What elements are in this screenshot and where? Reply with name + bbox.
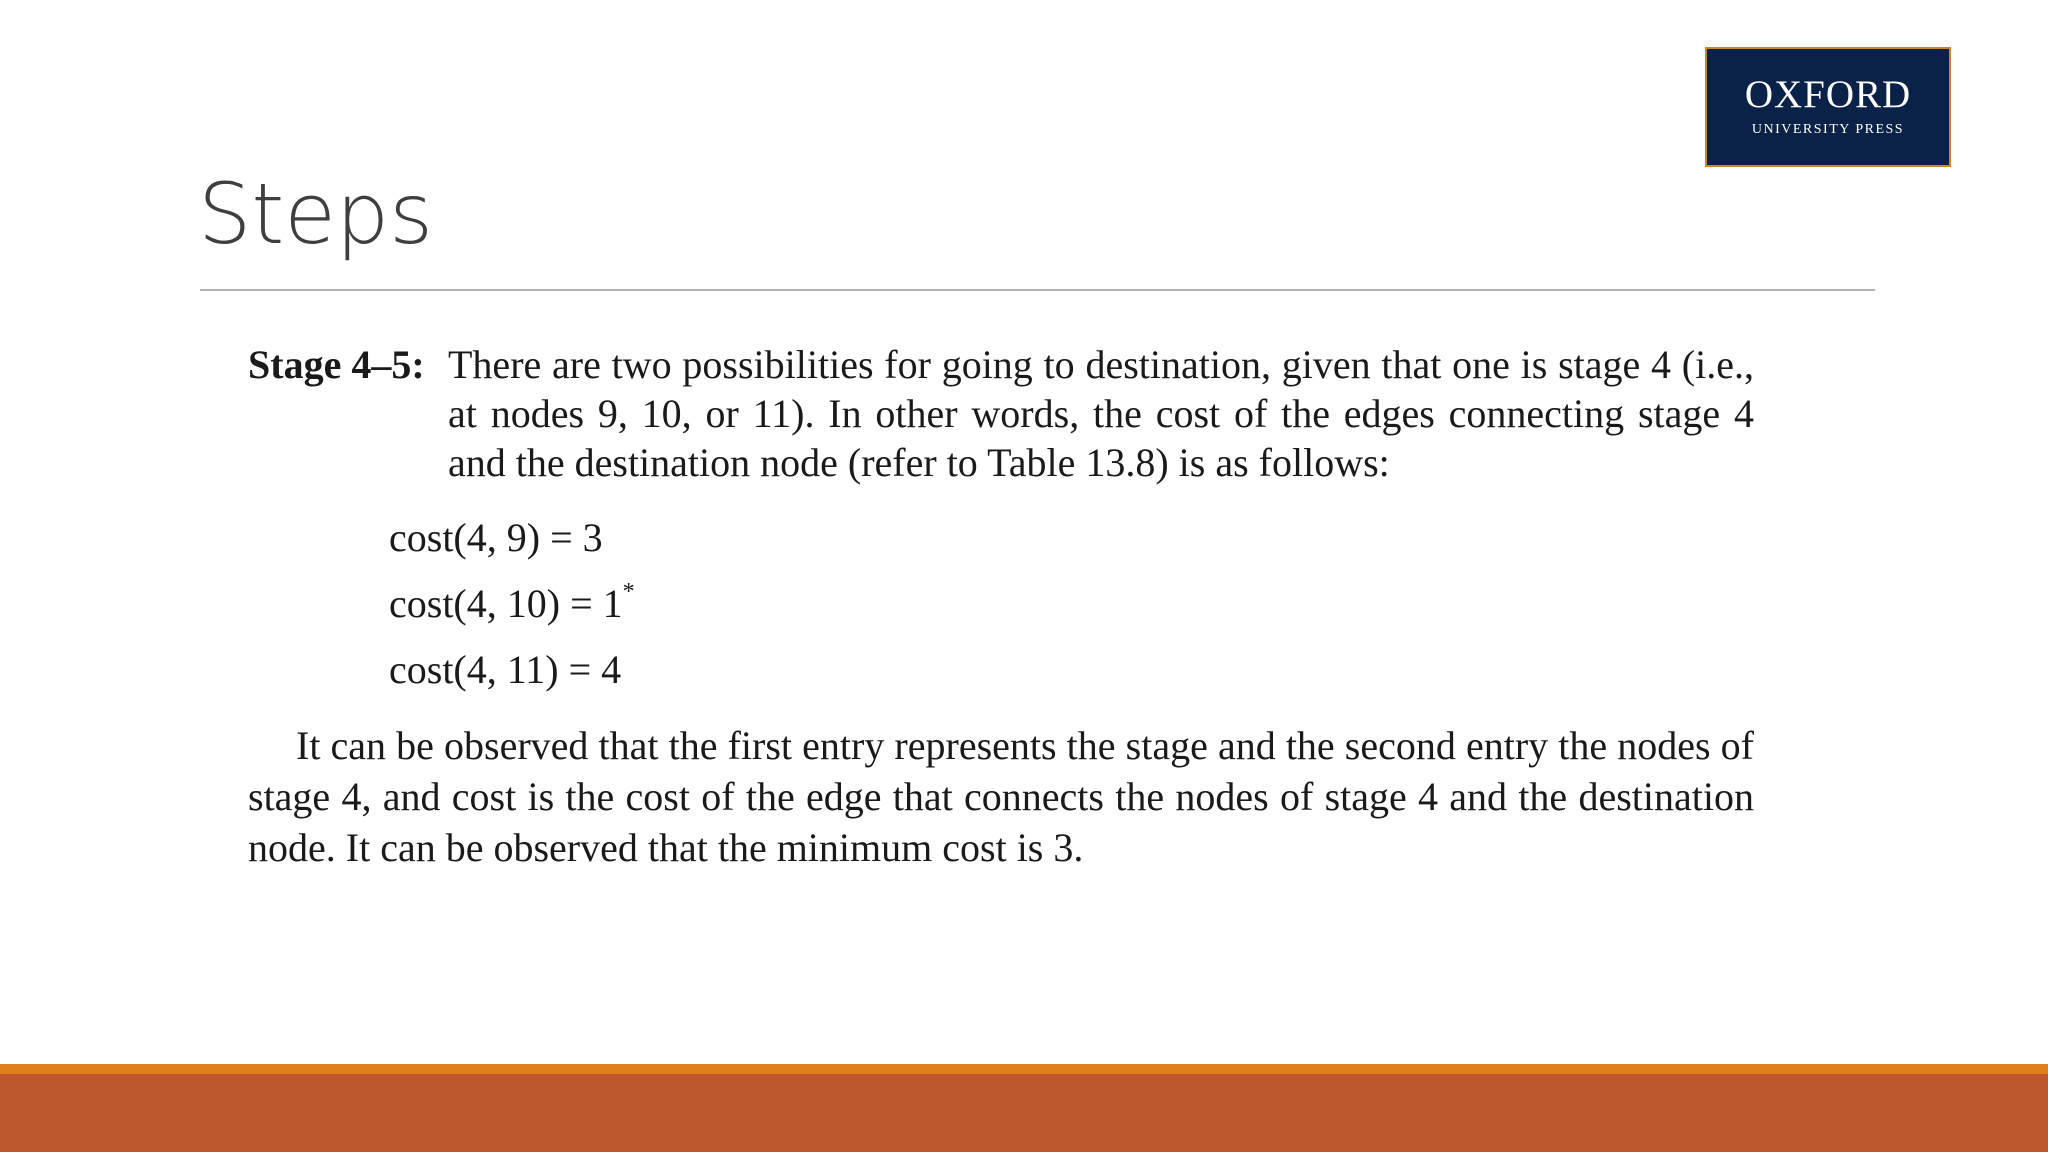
footer-band (0, 1074, 2048, 1152)
paragraph-line: stage 4, and cost is the cost of the edge that connects the nodes of stage 4 and the destination (248, 774, 1754, 819)
logo-wordmark: OXFORD (1744, 73, 1912, 116)
explanation-paragraph (248, 720, 1754, 873)
stage-description (448, 340, 1754, 487)
cost-equation-text: cost(4, 9) = 3 (389, 515, 603, 560)
stage-description-line: at nodes 9, 10, or 11). In other words, the cost of the edges connecting stage 4 (448, 391, 1754, 436)
minimum-marker: * (622, 579, 635, 605)
cost-equation-text: cost(4, 11) = 4 (389, 647, 622, 692)
slide-title: Steps (198, 165, 434, 263)
stage-description-line: and the destination node (refer to Table 13.8) is as follows: (448, 440, 1390, 485)
cost-equation (389, 579, 635, 626)
cost-equation-text: cost(4, 10) = 1 (389, 581, 623, 626)
paragraph-line: node. It can be observed that the minimum cost is 3. (248, 825, 1084, 870)
stage-label: Stage 4–5: (248, 342, 425, 387)
stage-description-line: There are two possibilities for going to destination, given that one is stage 4 (i.e., (448, 342, 1754, 387)
paragraph-line: It can be observed that the first entry represents the stage and the second entry the nodes of (296, 723, 1754, 768)
footer-accent-line (0, 1064, 2048, 1074)
logo-subtitle: UNIVERSITY PRESS (1751, 122, 1905, 137)
publisher-logo (1705, 47, 1951, 167)
title-divider (200, 289, 1875, 291)
cost-equation (389, 515, 603, 560)
cost-equation (389, 647, 622, 692)
